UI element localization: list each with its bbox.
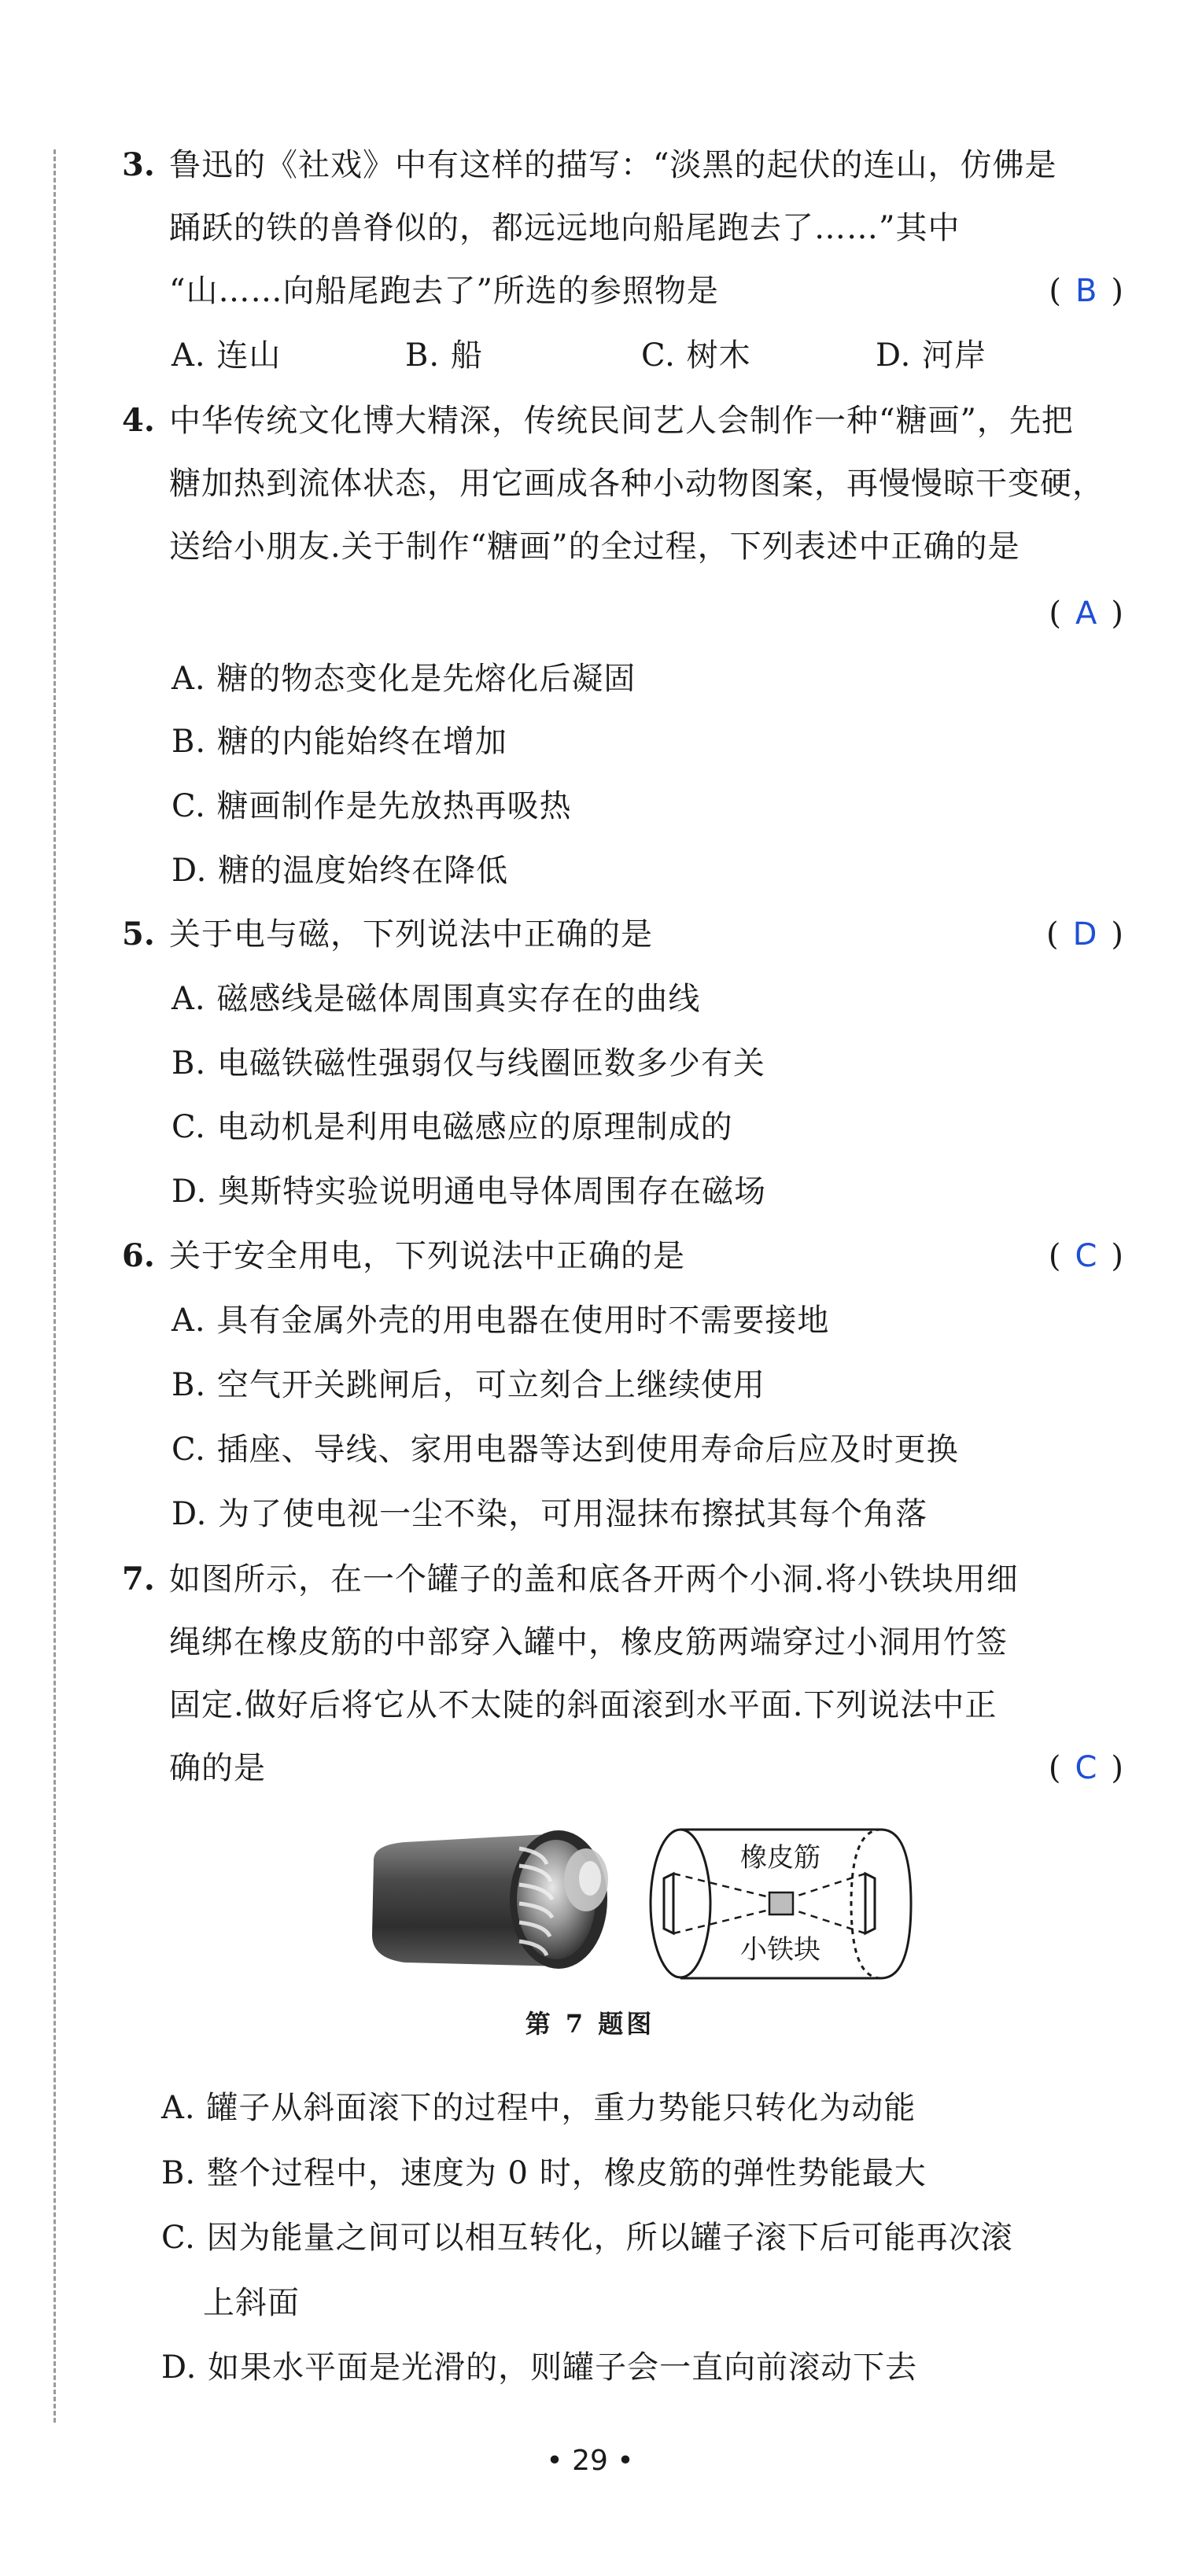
question-7-option-d: D. 如果水平面是光滑的，则罐子会一直向前滚动下去 [161, 2349, 918, 2386]
question-7-option-a: A. 罐子从斜面滚下的过程中，重力势能只转化为动能 [161, 2090, 916, 2126]
question-5-line-1: 关于电与磁，下列说法中正确的是 [169, 916, 653, 953]
question-7-line-1: 如图所示，在一个罐子的盖和底各开两个小洞.将小铁块用细 [169, 1561, 1019, 1598]
question-6-answer: ( C ) [1048, 1238, 1123, 1274]
page-number: • 29 • [546, 2445, 634, 2477]
question-3-number: 3. [122, 146, 155, 183]
question-4-line-1: 中华传统文化博大精深，传统民间艺人会制作一种“糖画”，先把 [169, 403, 1074, 439]
question-3-answer: ( B ) [1049, 273, 1123, 309]
can-photo [358, 1817, 625, 1986]
question-7-option-c: C. 因为能量之间可以相互转化，所以罐子滚下后可能再次滚 [161, 2220, 1013, 2256]
question-6-option-a: A. 具有金属外壳的用电器在使用时不需要接地 [171, 1303, 830, 1339]
question-7-answer: ( C ) [1048, 1750, 1123, 1786]
question-6-option-b: B. 空气开关跳闸后，可立刻合上继续使用 [171, 1367, 765, 1403]
can-left-end [651, 1830, 710, 1977]
question-4-line-2: 糖加热到流体状态，用它画成各种小动物图案，再慢慢晾干变硬， [169, 466, 1104, 502]
question-3-line-2: 踊跃的铁的兽脊似的，都远远地向船尾跑去了……”其中 [169, 210, 961, 246]
question-4-option-d: D. 糖的温度始终在降低 [171, 853, 509, 889]
answer-letter: C [1075, 1750, 1097, 1786]
answer-letter: B [1075, 273, 1097, 309]
answer-letter: C [1075, 1238, 1097, 1274]
question-4-option-a: A. 糖的物态变化是先熔化后凝固 [171, 661, 636, 697]
answer-letter: D [1072, 916, 1097, 953]
iron-block [769, 1892, 793, 1914]
question-7-option-b: B. 整个过程中，速度为 0 时，橡皮筋的弹性势能最大 [161, 2155, 927, 2191]
can-diagram [645, 1823, 916, 1985]
question-5-option-d: D. 奥斯特实验说明通电导体周围存在磁场 [171, 1174, 767, 1210]
label-rubber-band: 橡皮筋 [740, 1842, 820, 1874]
question-7-line-3: 固定.做好后将它从不太陡的斜面滚到水平面.下列说法中正 [169, 1687, 997, 1723]
question-7-line-4: 确的是 [169, 1750, 266, 1786]
question-3-option-d: D. 河岸 [876, 337, 987, 374]
answer-letter: A [1075, 595, 1097, 632]
figure-caption: 第 7 题图 [525, 2009, 655, 2039]
question-6-line-1: 关于安全用电，下列说法中正确的是 [169, 1238, 685, 1274]
question-4-answer: ( A ) [1049, 595, 1123, 632]
binding-dashed-line [53, 149, 56, 2423]
question-4-line-3: 送给小朋友.关于制作“糖画”的全过程，下列表述中正确的是 [169, 529, 1020, 565]
question-3-line-1: 鲁迅的《社戏》中有这样的描写：“淡黑的起伏的连山，仿佛是 [169, 147, 1057, 183]
question-7-number: 7. [122, 1561, 155, 1598]
label-iron-block: 小铁块 [740, 1934, 820, 1966]
question-3-option-b: B. 船 [405, 337, 483, 374]
question-4-option-b: B. 糖的内能始终在增加 [171, 724, 507, 760]
can-right-end [881, 1830, 911, 1978]
question-5-option-b: B. 电磁铁磁性强弱仅与线圈匝数多少有关 [171, 1045, 765, 1082]
question-5-option-c: C. 电动机是利用电磁感应的原理制成的 [171, 1109, 733, 1145]
question-5-number: 5. [122, 916, 155, 953]
question-6-option-d: D. 为了使电视一尘不染，可用湿抹布擦拭其每个角落 [171, 1496, 928, 1532]
question-3-line-3: “山……向船尾跑去了”所选的参照物是 [169, 273, 719, 309]
question-4-number: 4. [122, 402, 155, 439]
question-6-option-c: C. 插座、导线、家用电器等达到使用寿命后应及时更换 [171, 1432, 959, 1468]
question-6-number: 6. [122, 1237, 155, 1274]
right-hole [865, 1874, 875, 1933]
question-4-option-c: C. 糖画制作是先放热再吸热 [171, 788, 572, 824]
question-5-option-a: A. 磁感线是磁体周围真实存在的曲线 [171, 981, 701, 1017]
left-hole [664, 1874, 673, 1933]
question-7-option-c-cont: 上斜面 [203, 2285, 300, 2321]
question-5-answer: ( D ) [1045, 916, 1123, 953]
question-3-option-c: C. 树木 [641, 337, 751, 374]
question-7-line-2: 绳绑在橡皮筋的中部穿入罐中，橡皮筋两端穿过小洞用竹签 [169, 1624, 1008, 1660]
question-3-option-a: A. 连山 [171, 337, 282, 374]
